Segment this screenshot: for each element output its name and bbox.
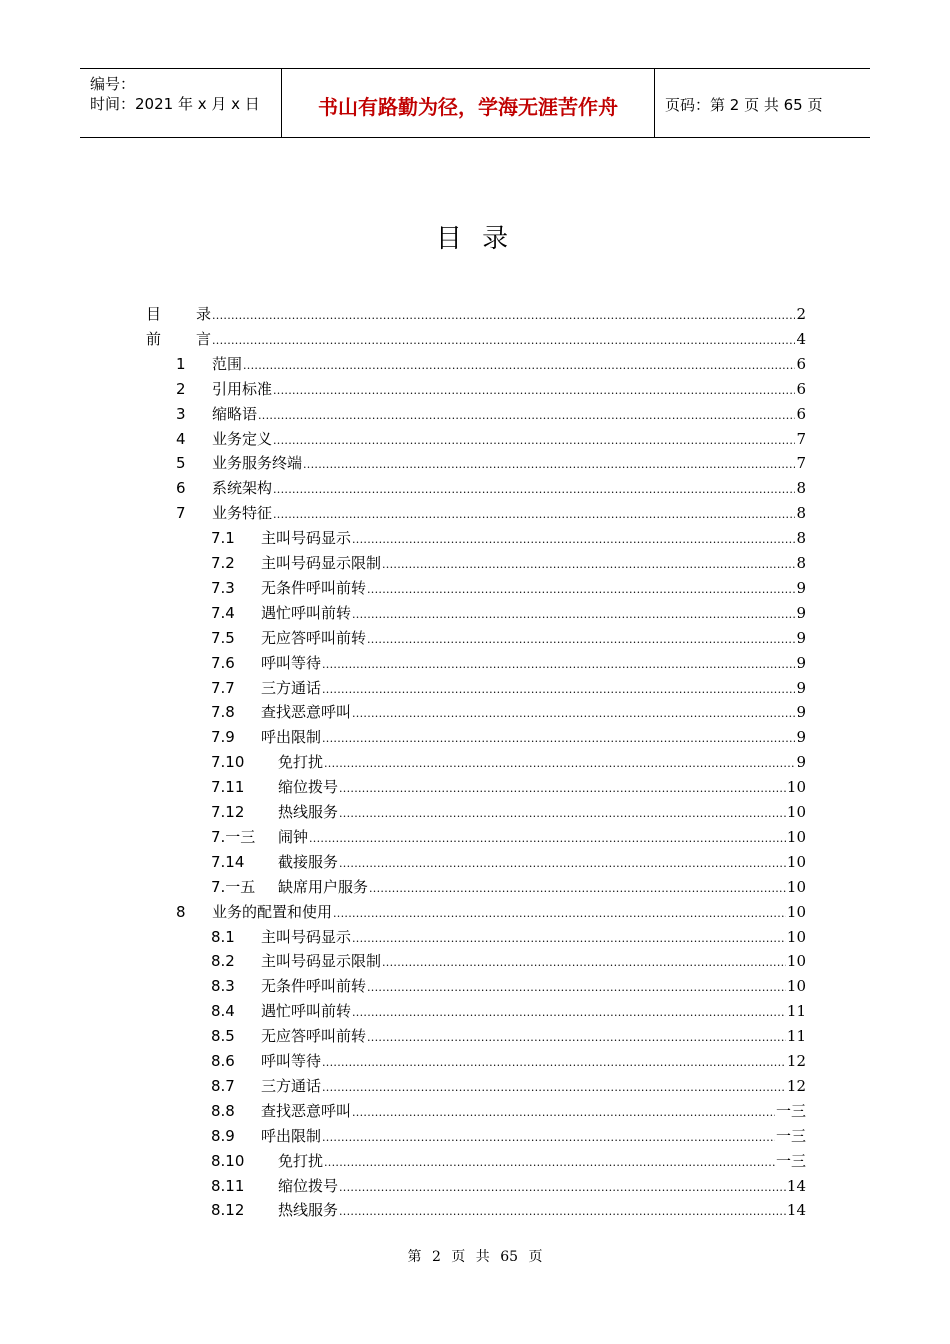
toc-entry-page: 9: [796, 753, 806, 772]
toc-entry-title: 遇忙呼叫前转: [261, 603, 352, 622]
toc-entry-number: 7.7: [211, 678, 235, 697]
toc-dot-leader: [322, 1052, 786, 1070]
toc-entry-title: 呼叫等待: [261, 1052, 322, 1070]
toc-entry-page: 14: [786, 1176, 806, 1195]
toc-entry-page: 10: [786, 877, 806, 896]
toc-entry-number: 8.11: [211, 1176, 245, 1195]
toc-entry-number: 3: [176, 404, 186, 423]
toc-entry-page: 8: [796, 479, 806, 498]
toc-entry-number: 7.14: [211, 852, 245, 871]
toc-entry[interactable]: [211, 1125, 806, 1149]
toc-entry[interactable]: [176, 378, 806, 402]
toc-entry-page: 8: [796, 529, 806, 548]
toc-dot-leader: [324, 753, 795, 771]
toc-entry[interactable]: [211, 701, 806, 725]
toc-dot-leader: [322, 1077, 786, 1095]
toc-entry-number: 7: [176, 504, 186, 523]
toc-entry-number: 8.2: [211, 952, 235, 971]
toc-entry-number: 目: [146, 305, 162, 323]
toc-entry-title: 三方通话: [261, 1076, 322, 1095]
toc-entry-title: 言: [196, 329, 212, 348]
toc-entry[interactable]: [211, 776, 806, 800]
toc-entry-number: 1: [176, 354, 186, 373]
toc-entry-number: 8: [176, 902, 186, 921]
toc-dot-leader: [303, 454, 795, 472]
toc-entry[interactable]: [211, 1075, 806, 1099]
toc-entry-page: 10: [786, 952, 806, 971]
toc-entry-title: 热线服务: [278, 803, 339, 821]
page-title: 目 录: [435, 224, 515, 254]
toc-entry[interactable]: [146, 328, 806, 352]
toc-dot-leader: [324, 1152, 775, 1170]
toc-entry[interactable]: [211, 652, 806, 676]
toc-entry-page: 10: [786, 803, 806, 821]
toc-dot-leader: [322, 728, 795, 746]
toc-entry-page: 14: [786, 1201, 806, 1220]
toc-entry[interactable]: [176, 353, 806, 377]
toc-entry-page: 12: [786, 1076, 806, 1095]
toc-entry-number: 7.8: [211, 703, 235, 722]
toc-entry-title: 免打扰: [278, 1151, 324, 1170]
toc-dot-leader: [322, 679, 795, 697]
toc-entry-number: 7.4: [211, 603, 235, 622]
toc-entry[interactable]: [211, 577, 806, 601]
page-footer: 第 2 页 共 65 页: [407, 1249, 543, 1265]
toc-entry-title: 缩略语: [212, 404, 258, 423]
toc-entry-number: 8.1: [211, 927, 235, 946]
toc-entry[interactable]: [211, 751, 806, 775]
toc-dot-leader: [352, 1102, 775, 1120]
document-date-label: 时间：2021 年 x 月 x 日: [90, 95, 260, 113]
toc-entry[interactable]: [211, 527, 806, 551]
toc-entry-number: 8.3: [211, 977, 235, 996]
toc-entry[interactable]: [211, 552, 806, 576]
toc-dot-leader: [339, 803, 786, 821]
toc-entry-number: 8.9: [211, 1126, 235, 1145]
toc-entry-page: 9: [796, 728, 806, 747]
toc-entry-number: 7.一五: [211, 877, 256, 896]
toc-entry[interactable]: [176, 452, 806, 476]
toc-dot-leader: [339, 1177, 786, 1195]
toc-entry-number: 5: [176, 454, 186, 473]
toc-entry[interactable]: [176, 403, 806, 427]
toc-entry-number: 2: [176, 379, 186, 398]
toc-entry-page: 10: [786, 902, 806, 921]
toc-entry-title: 引用标准: [212, 379, 273, 398]
toc-entry-number: 7.10: [211, 753, 245, 772]
toc-entry-page: 7: [796, 429, 806, 448]
toc-entry-number: 8.8: [211, 1101, 235, 1120]
toc-dot-leader: [212, 305, 795, 323]
page-header: [80, 68, 870, 138]
toc-dot-leader: [339, 853, 786, 871]
toc-entry-number: 7.12: [211, 803, 245, 821]
toc-entry-title: 遇忙呼叫前转: [261, 1002, 352, 1021]
toc-entry-title: 三方通话: [261, 678, 322, 697]
toc-entry[interactable]: [211, 677, 806, 701]
toc-entry-title: 呼叫等待: [261, 653, 322, 672]
toc-dot-leader: [352, 1002, 786, 1020]
toc-entry-page: 8: [796, 554, 806, 572]
toc-dot-leader: [382, 952, 786, 970]
toc-entry-number: 6: [176, 479, 186, 498]
toc-dot-leader: [382, 554, 795, 572]
toc-entry-number: 前: [146, 329, 162, 348]
toc-entry-title: 无条件呼叫前转: [261, 977, 367, 996]
toc-entry-title: 业务特征: [212, 504, 273, 523]
toc-entry-title: 查找恶意呼叫: [261, 703, 352, 722]
toc-entry-page: 一三: [775, 1101, 806, 1120]
toc-entry-number: 8.6: [211, 1052, 235, 1070]
toc-entry-page: 9: [796, 703, 806, 722]
toc-entry[interactable]: [211, 950, 806, 974]
toc-dot-leader: [212, 330, 795, 348]
toc-entry-number: 8.4: [211, 1002, 235, 1021]
toc-entry[interactable]: [211, 1150, 806, 1174]
toc-entry-title: 主叫号码显示: [261, 927, 352, 946]
toc-entry-number: 7.2: [211, 554, 235, 572]
toc-entry[interactable]: [176, 901, 806, 925]
toc-entry-title: 热线服务: [278, 1201, 339, 1220]
toc-entry[interactable]: [146, 303, 806, 327]
toc-dot-leader: [333, 903, 786, 921]
toc-entry-title: 缩位拨号: [278, 1176, 339, 1195]
toc-entry-title: 呼出限制: [261, 1126, 322, 1145]
toc-entry-number: 7.1: [211, 529, 235, 548]
toc-entry-title: 主叫号码显示限制: [261, 554, 382, 572]
toc-dot-leader: [339, 1201, 786, 1219]
toc-entry[interactable]: [211, 1175, 806, 1199]
toc-dot-leader: [352, 604, 795, 622]
toc-entry[interactable]: [211, 1100, 806, 1124]
toc-dot-leader: [273, 479, 795, 497]
toc-entry-title: 业务服务终端: [212, 454, 303, 473]
toc-dot-leader: [367, 629, 795, 647]
toc-entry-page: 8: [796, 504, 806, 523]
toc-entry[interactable]: [211, 926, 806, 950]
toc-entry-page: 6: [796, 404, 806, 423]
toc-dot-leader: [352, 529, 795, 547]
header-motto-cell: [282, 69, 655, 137]
toc-entry-page: 2: [796, 305, 806, 323]
toc-dot-leader: [258, 405, 795, 423]
toc-entry[interactable]: [176, 428, 806, 452]
toc-entry-number: 8.12: [211, 1201, 245, 1220]
toc-entry-page: 10: [786, 927, 806, 946]
toc-entry-title: 截接服务: [278, 852, 339, 871]
toc-entry[interactable]: [211, 1050, 806, 1074]
toc-dot-leader: [273, 380, 795, 398]
toc-entry[interactable]: [211, 627, 806, 651]
toc-entry[interactable]: [211, 1025, 806, 1049]
toc-entry-number: 7.11: [211, 778, 245, 797]
toc-entry-number: 7.3: [211, 578, 235, 597]
toc-dot-leader: [273, 430, 795, 448]
toc-dot-leader: [322, 654, 795, 672]
toc-entry-page: 一三: [775, 1126, 806, 1145]
toc-dot-leader: [369, 878, 786, 896]
toc-entry[interactable]: [211, 876, 806, 900]
toc-entry-title: 缩位拨号: [278, 778, 339, 797]
toc-entry-page: 9: [796, 678, 806, 697]
toc-dot-leader: [367, 977, 786, 995]
toc-entry[interactable]: [211, 602, 806, 626]
toc-dot-leader: [243, 355, 795, 373]
toc-entry-title: 范围: [212, 354, 243, 373]
toc-entry[interactable]: [211, 826, 806, 850]
toc-dot-leader: [352, 703, 795, 721]
toc-dot-leader: [309, 828, 786, 846]
toc-entry[interactable]: [176, 477, 806, 501]
toc-entry-title: 查找恶意呼叫: [261, 1101, 352, 1120]
toc-entry-page: 10: [786, 778, 806, 797]
toc-entry-number: 7.9: [211, 728, 235, 747]
toc-entry-page: 9: [796, 653, 806, 672]
toc-entry-page: 11: [786, 1002, 806, 1021]
toc-entry[interactable]: [211, 1199, 806, 1223]
toc-entry-page: 7: [796, 454, 806, 473]
toc-dot-leader: [367, 579, 795, 597]
toc-entry-page: 4: [796, 329, 806, 348]
header-page-cell: [655, 69, 870, 137]
toc-entry-page: 9: [796, 578, 806, 597]
toc-entry-page: 10: [786, 977, 806, 996]
toc-entry-title: 业务定义: [212, 429, 273, 448]
toc-entry[interactable]: [211, 726, 806, 750]
header-motto: 书山有路勤为径，学海无涯苦作舟: [318, 95, 618, 119]
toc-entry[interactable]: [211, 801, 806, 825]
toc-entry-title: 无条件呼叫前转: [261, 578, 367, 597]
toc-entry-title: 呼出限制: [261, 728, 322, 747]
toc-entry-number: 4: [176, 429, 186, 448]
toc-entry-title: 免打扰: [278, 753, 324, 772]
toc-dot-leader: [339, 778, 786, 796]
toc-entry-page: 6: [796, 379, 806, 398]
toc-entry-page: 10: [786, 827, 806, 846]
toc-entry-title: 系统架构: [212, 479, 273, 498]
toc-entry-title: 业务的配置和使用: [212, 902, 333, 921]
toc-dot-leader: [322, 1127, 775, 1145]
header-info-cell: [80, 69, 282, 137]
toc-entry-title: 录: [196, 305, 212, 323]
toc-entry-number: 8.5: [211, 1027, 235, 1046]
toc-entry-page: 10: [786, 852, 806, 871]
toc-dot-leader: [273, 504, 795, 522]
toc-entry-number: 8.7: [211, 1076, 235, 1095]
toc-entry-page: 11: [786, 1027, 806, 1046]
toc-entry-number: 7.5: [211, 628, 235, 647]
toc-dot-leader: [367, 1027, 786, 1045]
toc-entry[interactable]: [211, 851, 806, 875]
toc-entry-page: 9: [796, 628, 806, 647]
document-number-label: 编号：: [90, 75, 136, 93]
toc-entry-page: 9: [796, 603, 806, 622]
toc-entry[interactable]: [211, 1000, 806, 1024]
toc-entry-title: 闹钟: [278, 827, 309, 846]
toc-entry-page: 12: [786, 1052, 806, 1070]
toc-entry-page: 一三: [775, 1151, 806, 1170]
toc-entry-number: 7.一三: [211, 827, 256, 846]
toc-entry-title: 主叫号码显示限制: [261, 952, 382, 971]
header-page-info: 页码：第 2 页 共 65 页: [665, 96, 823, 114]
toc-entry-title: 主叫号码显示: [261, 529, 352, 548]
toc-entry-title: 无应答呼叫前转: [261, 628, 367, 647]
toc-entry-number: 8.10: [211, 1151, 245, 1170]
toc-entry-title: 缺席用户服务: [278, 877, 369, 896]
toc-entry-page: 6: [796, 354, 806, 373]
toc-entry[interactable]: [211, 975, 806, 999]
toc-entry-title: 无应答呼叫前转: [261, 1027, 367, 1046]
toc-entry-number: 7.6: [211, 653, 235, 672]
toc-dot-leader: [352, 928, 786, 946]
toc-entry[interactable]: [176, 502, 806, 526]
